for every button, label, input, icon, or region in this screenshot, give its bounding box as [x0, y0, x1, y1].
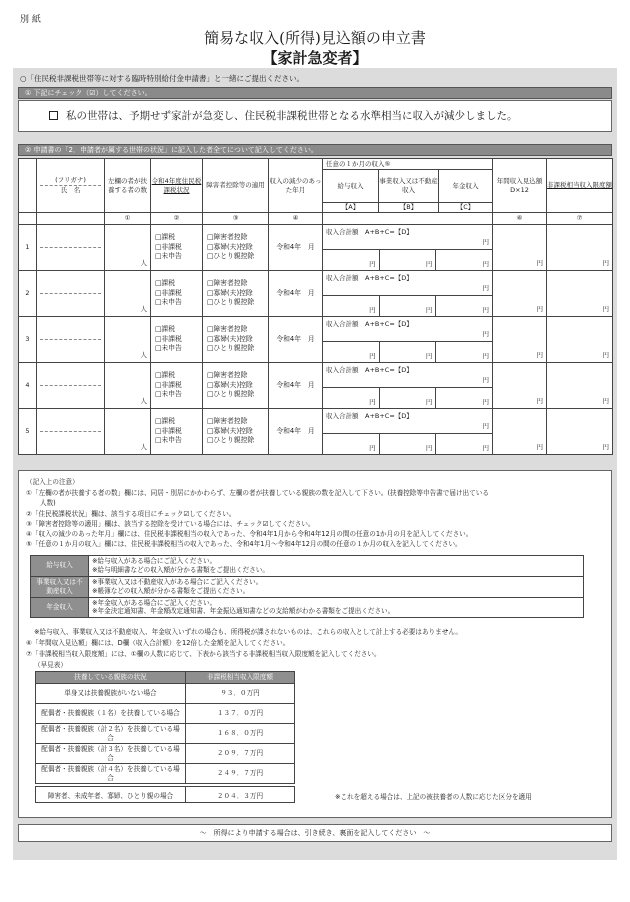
ref-header-status: 扶養している親族の状況 [36, 672, 186, 684]
type-pension-desc: ※年金収入がある場合にご記入ください。 ※年金決定通知書、年金額改定通知書、年金振込通知書などの支給額がわかる書類をご提出ください。 [89, 597, 584, 618]
name-cell[interactable] [37, 363, 105, 409]
deduction-cell[interactable]: □障害者控除 □寡婦(夫)控除 □ひとり親控除 [203, 225, 269, 271]
table-row [36, 684, 295, 704]
header-salary: 給与収入 [323, 170, 379, 203]
quick-table-label: （早見表） [34, 661, 67, 669]
header-annual: 年間収入見込額 D×12 [493, 159, 547, 213]
annual-cell[interactable]: 円 [493, 363, 547, 409]
note-tax-exempt: ※給与収入、事業収入又は不動産収入、年金収入いずれの場合も、所得税が課されないものは、これらの収入として計上する必要はありません。 [34, 628, 462, 636]
month-cell[interactable]: 令和4年 月 [269, 225, 323, 271]
ref-header-limit: 非課税相当収入限度額 [186, 672, 295, 684]
num-blank [19, 213, 37, 225]
special-limit: ２０４．３万円 [186, 787, 295, 803]
annual-cell[interactable]: 円 [493, 271, 547, 317]
limit-cell[interactable]: 円 [547, 363, 613, 409]
header-month: 収入の減少のあった年月 [269, 159, 323, 213]
header-business: 事業収入又は不動産収入 [379, 170, 439, 203]
month-cell[interactable]: 令和4年 月 [269, 409, 323, 455]
page-subtitle: 【家計急変者】 [262, 49, 368, 67]
annual-cell[interactable]: 円 [493, 409, 547, 455]
page-title: 簡易な収入(所得)見込額の申立書 [204, 29, 426, 47]
tax-status-cell[interactable]: □課税 □非課税 □未申告 [151, 225, 203, 271]
col-num-1: ① [105, 213, 151, 225]
num-blank [323, 213, 493, 225]
ref-limit: ２０９．７万円 [186, 744, 295, 764]
section2-bar: ② 申請書の「2．申請者が属する世帯の状況」に記入した者全てについて記入してください。 [18, 144, 612, 156]
dependents-cell[interactable]: 人 [105, 271, 151, 317]
special-status: 障害者、未成年者、寡婦、ひとり親の場合 [36, 787, 186, 803]
ref-status: 配偶者・扶養親族（計４名）を扶養している場合 [36, 764, 186, 784]
footer-note: ～ 所得により申請する場合は、引き続き、裏面を記入してください ～ [18, 824, 612, 842]
table-row [19, 317, 613, 363]
header-monthly-income: 任意の１か月の収入⑤ [323, 159, 493, 170]
row-number: 2 [19, 271, 37, 317]
row-number: 1 [19, 225, 37, 271]
annual-cell[interactable]: 円 [493, 225, 547, 271]
dependents-cell[interactable]: 人 [105, 409, 151, 455]
ref-status: 配偶者・扶養親族（計３名）を扶養している場合 [36, 744, 186, 764]
notes-heading: （記入上の注意） [26, 478, 79, 486]
row-number: 5 [19, 409, 37, 455]
header-limit: 非課税相当収入限度額 [547, 159, 613, 213]
col-num-4: ④ [269, 213, 323, 225]
table-row [19, 409, 613, 455]
note-3: ③「障害者控除等の適用」欄は、該当する控除を受けている場合には、チェック☑してください。 [26, 520, 315, 528]
annex-label: 別 紙 [20, 15, 41, 25]
dependents-cell[interactable]: 人 [105, 225, 151, 271]
col-num-7: ⑦ [547, 213, 613, 225]
note-1-cont: 人数) [40, 499, 56, 507]
type-pension: 年金収入 [31, 597, 89, 618]
ref-status: 配偶者・扶養親族（計２名）を扶養している場合 [36, 724, 186, 744]
table-row [19, 225, 613, 271]
statement-checkbox[interactable] [49, 111, 58, 120]
tax-status-cell[interactable]: □課税 □非課税 □未申告 [151, 363, 203, 409]
income-types-table [30, 555, 584, 618]
label-c: 【C】 [439, 203, 493, 213]
income-cell[interactable]: 収入合計額 A+B+C=【D】 円 円 円 円 [323, 317, 493, 363]
household-table [18, 158, 613, 455]
note-4: ④「収入の減少のあった年月」欄には、住民税非課税相当の収入であった、令和4年1月から令和4年12月の間の任意の1か月の月を記入してください。 [26, 530, 473, 538]
limit-cell[interactable]: 円 [547, 317, 613, 363]
header-name: (フリガナ) 氏 名 [37, 159, 105, 213]
month-cell[interactable]: 令和4年 月 [269, 363, 323, 409]
num-blank [37, 213, 105, 225]
header-rownum [19, 159, 37, 213]
note-1: ①「左欄の者が扶養する者の数」欄には、同居・別居にかかわらず、左欄の者が扶養している親族の数を記入して下さい。(扶養控除等申告書で届け出ている [26, 489, 489, 497]
type-salary: 給与収入 [31, 556, 89, 577]
tax-status-cell[interactable]: □課税 □非課税 □未申告 [151, 409, 203, 455]
dependents-cell[interactable]: 人 [105, 317, 151, 363]
col-num-6: ⑥ [493, 213, 547, 225]
ref-limit: ２４９．７万円 [186, 764, 295, 784]
tax-status-cell[interactable]: □課税 □非課税 □未申告 [151, 271, 203, 317]
statement-text: 私の世帯は、予期せず家計が急変し、住民税非課税世帯となる水準相当に収入が減少しました。 [66, 110, 518, 122]
ref-status: 単身又は扶養親族がいない場合 [36, 684, 186, 704]
annual-cell[interactable]: 円 [493, 317, 547, 363]
limit-cell[interactable]: 円 [547, 225, 613, 271]
col-num-3: ③ [203, 213, 269, 225]
header-dependents: 左欄の者が扶養する者の数 [105, 159, 151, 213]
limit-cell[interactable]: 円 [547, 271, 613, 317]
month-cell[interactable]: 令和4年 月 [269, 271, 323, 317]
row-number: 4 [19, 363, 37, 409]
tax-status-cell[interactable]: □課税 □非課税 □未申告 [151, 317, 203, 363]
ref-limit: １６８．０万円 [186, 724, 295, 744]
name-cell[interactable] [37, 317, 105, 363]
table-row [36, 764, 295, 784]
note-2: ②「住民税課税状況」欄は、該当する項目にチェック☑してください。 [26, 510, 236, 518]
ref-status: 配偶者・扶養親族（１名）を扶養している場合 [36, 704, 186, 724]
intro-note: ○「住民税非課税世帯等に対する臨時特別給付金申請書」と一緒にご提出ください。 [20, 74, 305, 83]
deduction-cell[interactable]: □障害者控除 □寡婦(夫)控除 □ひとり親控除 [203, 317, 269, 363]
limit-reference-table [35, 671, 295, 784]
col-num-2: ② [151, 213, 203, 225]
note-6: ⑥「年間収入見込額」欄には、D欄（収入合計額）を12倍した金額を記入してください。 [26, 639, 290, 647]
label-a: 【A】 [323, 203, 379, 213]
income-cell[interactable]: 収入合計額 A+B+C=【D】 円 円 円 円 [323, 363, 493, 409]
name-cell[interactable] [37, 409, 105, 455]
dependents-cell[interactable]: 人 [105, 363, 151, 409]
table-row [36, 704, 295, 724]
table-row [36, 744, 295, 764]
type-business: 事業収入又は不動産収入 [31, 576, 89, 597]
deduction-cell[interactable]: □障害者控除 □寡婦(夫)控除 □ひとり親控除 [203, 271, 269, 317]
header-pension: 年金収入 [439, 170, 493, 203]
type-salary-desc: ※給与収入がある場合にご記入ください。 ※給与明細書などの収入額が分かる書類をご提出ください。 [89, 556, 584, 577]
header-deduction: 障害者控除等の適用 [203, 159, 269, 213]
limit-cell[interactable]: 円 [547, 409, 613, 455]
section1-box [18, 100, 612, 132]
exceed-note: ※これを超える場合は、上記の被扶養者の人数に応じた区分を適用 [335, 793, 532, 801]
note-7: ⑦「非課税相当収入限度額」には、①欄の人数に応じて、下表から該当する非課税相当収入限度額を記入してください。 [26, 650, 381, 658]
name-cell[interactable] [37, 271, 105, 317]
table-row [36, 724, 295, 744]
table-row [19, 271, 613, 317]
table-row [19, 363, 613, 409]
row-number: 3 [19, 317, 37, 363]
ref-limit: １３７．０万円 [186, 704, 295, 724]
income-cell[interactable]: 収入合計額 A+B+C=【D】 円 円 円 円 [323, 225, 493, 271]
special-limit-table [35, 786, 295, 803]
ref-limit: ９３．０万円 [186, 684, 295, 704]
header-tax-status: 令和4年度住民税課税状況 [151, 159, 203, 213]
deduction-cell[interactable]: □障害者控除 □寡婦(夫)控除 □ひとり親控除 [203, 409, 269, 455]
note-5: ⑤「任意の１か月の収入」欄には、住民税非課税相当の収入であった、令和4年1月～令和4年12月の間の任意の１か月の収入を記入してください。 [26, 540, 462, 548]
label-b: 【B】 [379, 203, 439, 213]
type-business-desc: ※事業収入又は不動産収入がある場合にご記入ください。 ※帳簿などの収入額が分かる書類をご提出ください。 [89, 576, 584, 597]
income-cell[interactable]: 収入合計額 A+B+C=【D】 円 円 円 円 [323, 271, 493, 317]
section1-bar: ① 下記にチェック（☑）してください。 [18, 87, 612, 99]
deduction-cell[interactable]: □障害者控除 □寡婦(夫)控除 □ひとり親控除 [203, 363, 269, 409]
month-cell[interactable]: 令和4年 月 [269, 317, 323, 363]
name-cell[interactable] [37, 225, 105, 271]
income-cell[interactable]: 収入合計額 A+B+C=【D】 円 円 円 円 [323, 409, 493, 455]
